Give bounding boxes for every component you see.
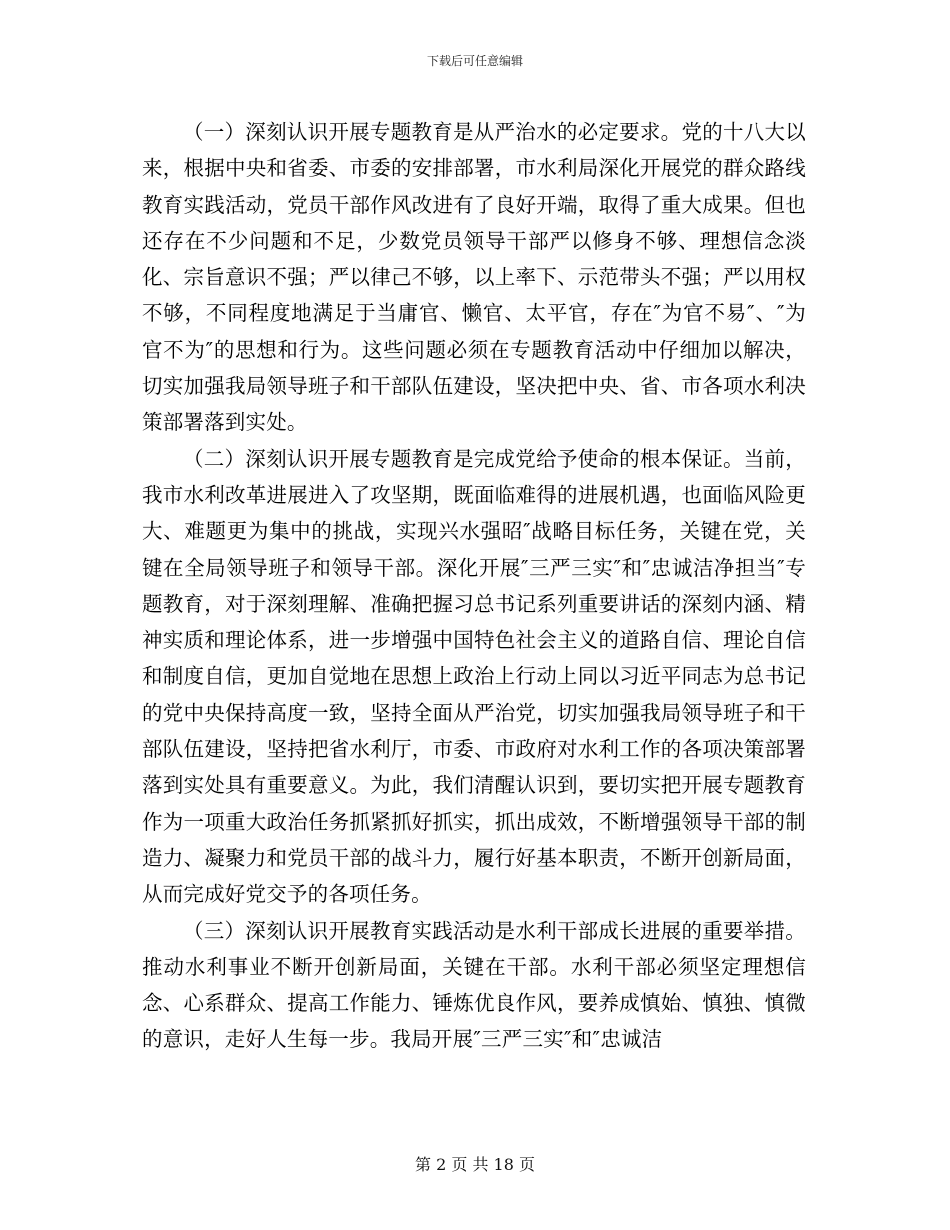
document-body: [142, 114, 806, 1058]
page-number-footer: 第 2 页 共 18 页: [415, 1155, 535, 1174]
page-header-note: 下载后可任意编辑: [426, 54, 523, 68]
paragraph-3: （三）深刻认识开展教育实践活动是水利干部成长进展的重要举措。推动水利事业不断开创新局面，关键在干部。水利干部必须坚定理想信念、心系群众、提高工作能力、锤炼优良作风，要养成慎始、慎独、慎微的意识，走好人生每一步。我局开展″三严三实″和″忠诚洁: [142, 918, 806, 1052]
paragraph-1: （一）深刻认识开展专题教育是从严治水的必定要求。党的十八大以来，根据中央和省委、市委的安排部署，市水利局深化开展党的群众路线教育实践活动，党员干部作风改进有了良好开端，取得了重大成果。但也还存在不少问题和不足，少数党员领导干部严以修身不够、理想信念淡化、宗旨意识不强；严以律己不够，以上率下、示范带头不强；严以用权不够，不同程度地满足于当庸官、懒官、太平官，存在″为官不易″、″为官不为″的思想和行为。这些问题必须在专题教育活动中仔细加以解决，切实加强我局领导班子和干部队伍建设，坚决把中央、省、市各项水利决策部署落到实处。: [142, 120, 806, 435]
paragraph-2: （二）深刻认识开展专题教育是完成党给予使命的根本保证。当前，我市水利改革进展进入了攻坚期，既面临难得的进展机遇，也面临风险更大、难题更为集中的挑战，实现兴水强昭″战略目标任务，关键在党，关键在全局领导班子和领导干部。深化开展″三严三实″和″忠诚洁净担当″专题教育，对于深刻理解、准确把握习总书记系列重要讲话的深刻内涵、精神实质和理论体系，进一步增强中国特色社会主义的道路自信、理论自信和制度自信，更加自觉地在思想上政治上行动上同以习近平同志为总书记的党中央保持高度一致，坚持全面从严治党，切实加强我局领导班子和干部队伍建设，坚持把省水利厅，市委、市政府对水利工作的各项决策部署落到实处具有重要意义。为此，我们清醒认识到，要切实把开展专题教育作为一项重大政治任务抓紧抓好抓实，抓出成效，不断增强领导干部的制造力、凝聚力和党员干部的战斗力，履行好基本职责，不断开创新局面，从而完成好党交予的各项任务。: [142, 446, 806, 907]
